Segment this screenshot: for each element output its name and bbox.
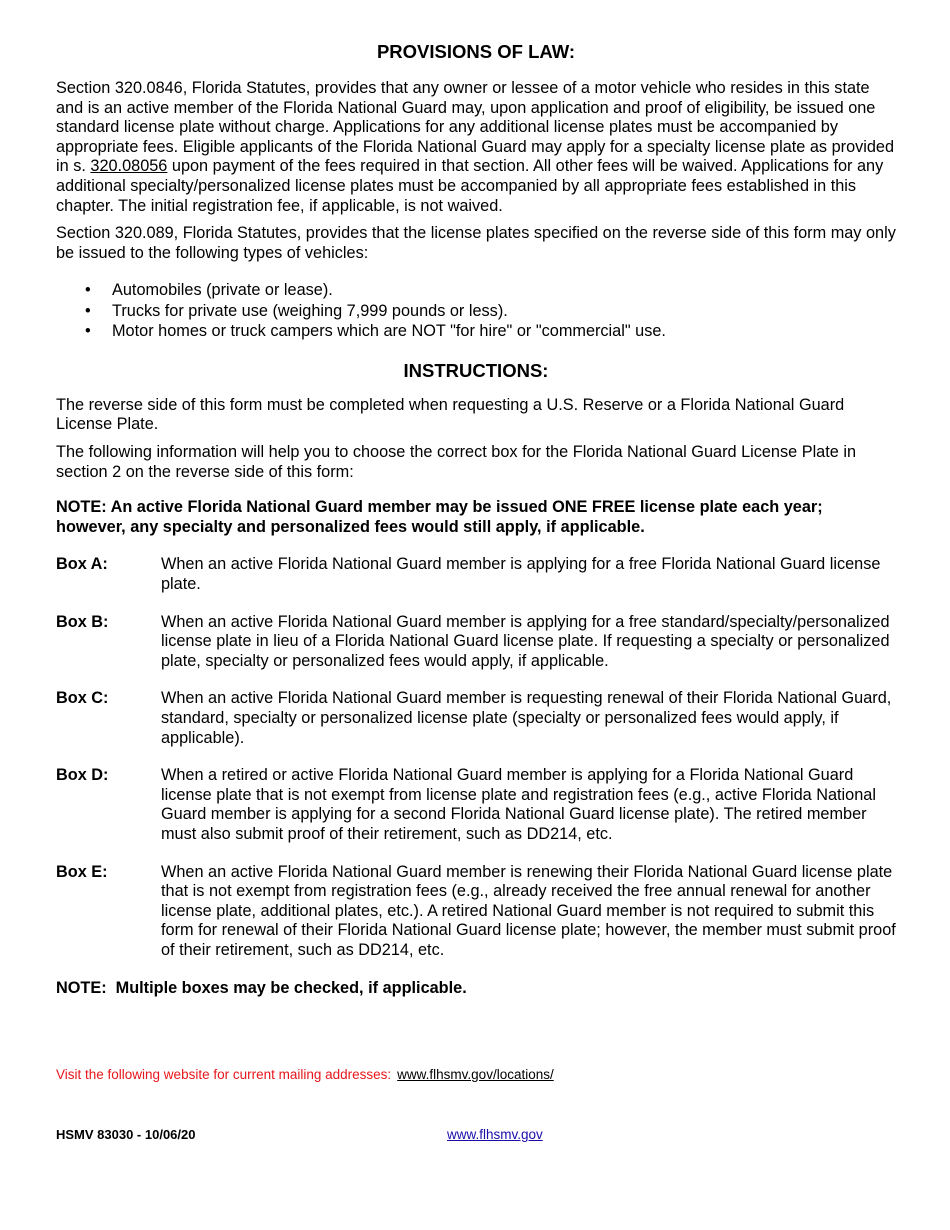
- box-label: Box B:: [56, 612, 109, 631]
- bullet-icon: •: [85, 301, 91, 320]
- free-plate-note: NOTE: An active Florida National Guard member may be issued ONE FREE license plate each year; however, any specialty and personalized fees would still apply, if applicable.: [56, 498, 823, 536]
- box-text: When an active Florida National Guard member is requesting renewal of their Florida National Guard, standard, specialty or personalized license plate (specialty or personalized fees would apply, if applicable).: [161, 689, 892, 747]
- statute-reference-link[interactable]: 320.08056: [90, 157, 168, 176]
- website-link[interactable]: www.flhsmv.gov: [447, 1127, 543, 1142]
- vehicle-type-list: [56, 280, 896, 342]
- box-text: When an active Florida National Guard member is applying for a free Florida National Guard license plate.: [161, 555, 881, 593]
- provisions-paragraph-1: Section 320.0846, Florida Statutes, provides that any owner or lessee of a motor vehicle who resides in this state and is an active member of the Florida National Guard may, upon application and proof of eligibility, be issued one standard license plate without charge. Applications for any additional license plates must be accompanied by appropriate fees. Eligible applicants of the Florida National Guard may apply for a specialty license plate as provided in s. 320.08056 upon payment of the fees required in that section. All other fees will be waived. Applications for any additional specialty/personalized license plates must be accompanied by all appropriate fees established in this chapter. The initial registration fee, if applicable, is not waived.: [56, 79, 895, 215]
- box-b-description: [56, 613, 896, 672]
- instructions-paragraph-2: The following information will help you to choose the correct box for the Florida National Guard License Plate in section 2 on the reverse side of this form:: [56, 443, 857, 481]
- list-item: • Motor homes or truck campers which are NOT "for hire" or "commercial" use.: [85, 322, 666, 341]
- form-number: HSMV 83030 - 10/06/20: [56, 1127, 196, 1142]
- list-item: • Trucks for private use (weighing 7,999 pounds or less).: [85, 301, 508, 320]
- list-item: • Automobiles (private or lease).: [85, 281, 333, 300]
- box-label: Box C:: [56, 689, 109, 708]
- box-text: When an active Florida National Guard member is renewing their Florida National Guard license plate that is not exempt from registration fees (e.g., already received the free annual renewal for another license plate, additional plates, etc.). A retired National Guard member is not required to submit this form for renewal of their Florida National Guard license plate; however, the member must submit proof of their retirement, such as DD214, etc.: [161, 862, 896, 959]
- box-a-description: [56, 555, 896, 594]
- box-e-description: [56, 863, 896, 961]
- box-label: Box D:: [56, 766, 109, 785]
- multiple-boxes-note: NOTE: Multiple boxes may be checked, if applicable.: [56, 978, 467, 997]
- mailing-address-notice: [56, 1065, 554, 1085]
- provisions-heading: PROVISIONS OF LAW:: [376, 41, 576, 62]
- box-text: When a retired or active Florida National Guard member is applying for a Florida National Guard license plate that is not exempt from license plate and registration fees (e.g., active Florida National Guard member is applying for a second Florida National Guard license plate). The retired member must also submit proof of their retirement, such as DD214, etc.: [161, 766, 876, 843]
- box-label: Box A:: [56, 555, 108, 574]
- form-page: [56, 40, 896, 1006]
- bullet-icon: •: [85, 322, 91, 341]
- box-d-description: [56, 766, 896, 844]
- provisions-paragraph-2: Section 320.089, Florida Statutes, provides that the license plates specified on the reverse side of this form may only be issued to the following types of vehicles:: [56, 224, 896, 262]
- instructions-heading: INSTRUCTIONS:: [403, 359, 549, 381]
- instructions-paragraph-1: The reverse side of this form must be completed when requesting a U.S. Reserve or a Florida National Guard License Plate.: [56, 395, 845, 434]
- box-label: Box E:: [56, 862, 108, 881]
- locations-link[interactable]: www.flhsmv.gov/locations/: [397, 1067, 554, 1082]
- mailing-address-text: Visit the following website for current mailing addresses:: [56, 1067, 392, 1082]
- box-text: When an active Florida National Guard member is applying for a free standard/specialty/personalized license plate in lieu of a Florida National Guard license plate. If requesting a specialty or personalized plate, specialty or personalized fees would apply, if applicable.: [161, 612, 890, 670]
- bullet-icon: •: [85, 281, 91, 300]
- box-c-description: [56, 689, 896, 748]
